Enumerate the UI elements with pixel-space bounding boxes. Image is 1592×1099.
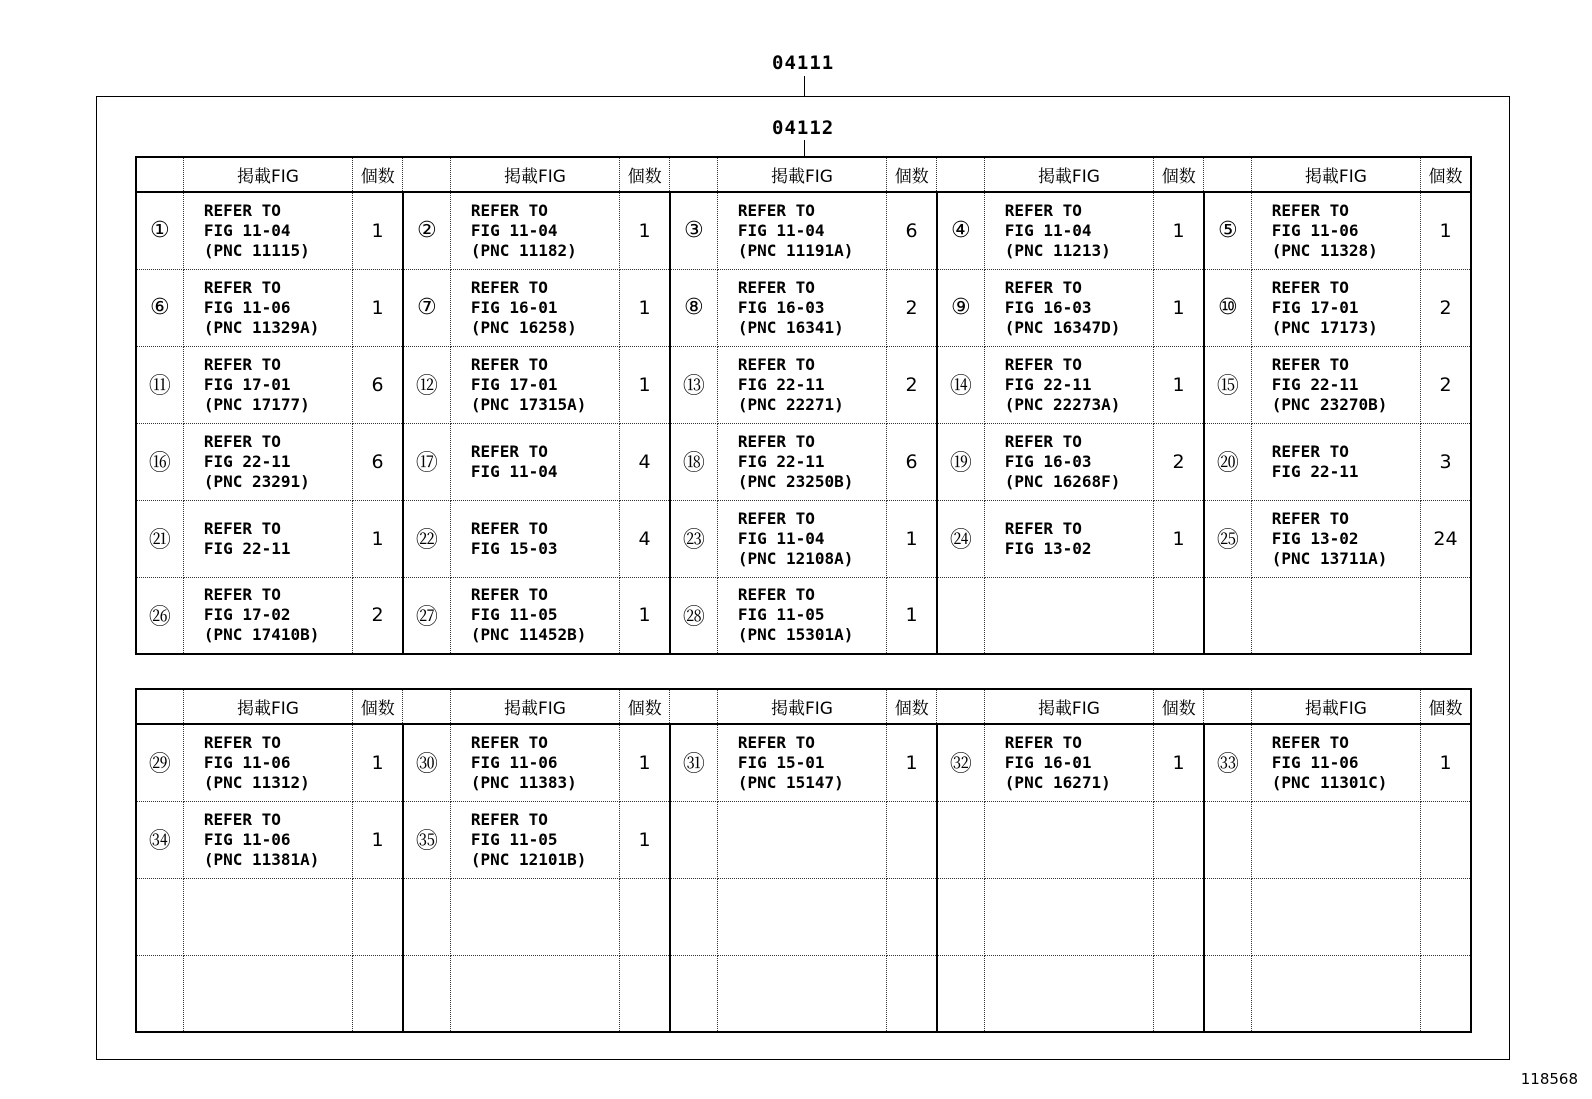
reference-line: REFER TO [470, 518, 548, 538]
reference-line: (PNC 11182) [470, 240, 577, 260]
reference-line: FIG 11-06 [203, 829, 291, 849]
reference-line: REFER TO [1004, 518, 1082, 538]
reference-line: FIG 11-06 [203, 297, 291, 317]
header-number-cell [670, 689, 717, 724]
quantity: 1 [353, 192, 403, 269]
quantity: 1 [1421, 192, 1471, 269]
reference-line: (PNC 16341) [737, 317, 844, 337]
header-fig-cell: 掲載FIG [183, 689, 352, 724]
item-number: ⑬ [670, 346, 717, 423]
item-number: ⑫ [403, 346, 450, 423]
reference-line: FIG 11-06 [1271, 220, 1359, 240]
quantity [1154, 955, 1204, 1032]
header-fig-cell: 掲載FIG [984, 689, 1153, 724]
item-number: ⑦ [403, 269, 450, 346]
item-number: ㉟ [403, 801, 450, 878]
figure-reference [1251, 269, 1420, 346]
quantity: 1 [887, 500, 937, 577]
reference-line: REFER TO [203, 354, 281, 374]
figure-reference [1251, 500, 1420, 577]
quantity: 1 [620, 192, 670, 269]
reference-line: FIG 11-06 [203, 752, 291, 772]
reference-line: FIG 22-11 [1004, 374, 1092, 394]
quantity: 6 [887, 192, 937, 269]
reference-line: REFER TO [1271, 732, 1349, 752]
header-number-cell [1204, 689, 1251, 724]
item-number: ⑪ [136, 346, 183, 423]
header-number-cell [937, 157, 984, 192]
header-fig-cell: 掲載FIG [1251, 689, 1420, 724]
reference-line: FIG 16-03 [1004, 451, 1092, 471]
reference-line: (PNC 13711A) [1271, 548, 1388, 568]
reference-line: (PNC 22273A) [1004, 394, 1121, 414]
item-number: ⑭ [937, 346, 984, 423]
reference-line: (PNC 11115) [203, 240, 310, 260]
reference-line: REFER TO [737, 431, 815, 451]
header-fig-cell: 掲載FIG [984, 157, 1153, 192]
figure-reference [717, 878, 886, 955]
reference-line: (PNC 11381A) [203, 849, 320, 869]
reference-line: REFER TO [203, 200, 281, 220]
reference-line: FIG 11-04 [470, 461, 558, 481]
reference-line: FIG 17-01 [1271, 297, 1359, 317]
reference-line: (PNC 16347D) [1004, 317, 1121, 337]
figure-reference [450, 500, 619, 577]
inner-leader-line [804, 140, 805, 156]
reference-line: (PNC 17410B) [203, 625, 320, 645]
item-number: ② [403, 192, 450, 269]
figure-reference [1251, 346, 1420, 423]
reference-line: (PNC 16268F) [1004, 471, 1121, 491]
reference-line: FIG 22-11 [203, 538, 291, 558]
item-number [136, 955, 183, 1032]
reference-line: REFER TO [203, 809, 281, 829]
item-number [1204, 577, 1251, 654]
item-number: ⑰ [403, 423, 450, 500]
header-qty-cell: 個数 [887, 689, 937, 724]
figure-reference [183, 192, 352, 269]
item-number [937, 801, 984, 878]
header-qty-cell: 個数 [353, 157, 403, 192]
reference-line: (PNC 12101B) [470, 849, 587, 869]
figure-reference [984, 577, 1153, 654]
reference-line: REFER TO [1271, 508, 1349, 528]
quantity: 1 [1421, 724, 1471, 801]
quantity [1421, 577, 1471, 654]
reference-line: REFER TO [470, 277, 548, 297]
figure-reference [183, 955, 352, 1032]
quantity: 6 [887, 423, 937, 500]
figure-reference [984, 955, 1153, 1032]
item-number: ㉝ [1204, 724, 1251, 801]
reference-line: REFER TO [1271, 277, 1349, 297]
quantity: 6 [353, 346, 403, 423]
figure-reference [1251, 955, 1420, 1032]
figure-reference [450, 955, 619, 1032]
header-qty-cell: 個数 [887, 157, 937, 192]
header-qty-cell: 個数 [1421, 157, 1471, 192]
reference-line: REFER TO [737, 277, 815, 297]
figure-reference [984, 423, 1153, 500]
quantity: 2 [1421, 346, 1471, 423]
reference-line: FIG 11-04 [1004, 220, 1092, 240]
quantity: 2 [1421, 269, 1471, 346]
item-number: ㉕ [1204, 500, 1251, 577]
quantity [887, 801, 937, 878]
table-header-row [136, 689, 1471, 724]
quantity [1421, 801, 1471, 878]
table-row [136, 192, 1471, 269]
figure-reference [1251, 801, 1420, 878]
reference-line: FIG 11-04 [470, 220, 558, 240]
figure-reference [183, 724, 352, 801]
figure-reference [984, 346, 1153, 423]
reference-line: FIG 22-11 [737, 451, 825, 471]
reference-table-1 [135, 156, 1472, 655]
header-fig-cell: 掲載FIG [1251, 157, 1420, 192]
item-number: ㉛ [670, 724, 717, 801]
figure-reference [183, 269, 352, 346]
table-row [136, 801, 1471, 878]
item-number [1204, 801, 1251, 878]
quantity [1421, 878, 1471, 955]
table-row [136, 500, 1471, 577]
quantity: 1 [1154, 724, 1204, 801]
reference-line: (PNC 12108A) [737, 548, 854, 568]
reference-line: (PNC 11452B) [470, 625, 587, 645]
figure-reference [450, 878, 619, 955]
quantity: 4 [620, 500, 670, 577]
figure-reference [717, 577, 886, 654]
quantity: 2 [353, 577, 403, 654]
reference-line: REFER TO [1271, 354, 1349, 374]
quantity [620, 878, 670, 955]
quantity: 4 [620, 423, 670, 500]
reference-line: FIG 22-11 [203, 451, 291, 471]
reference-line: (PNC 17173) [1271, 317, 1378, 337]
reference-line: REFER TO [737, 585, 815, 605]
reference-line: FIG 13-02 [1271, 528, 1359, 548]
quantity: 1 [887, 577, 937, 654]
reference-line: FIG 17-02 [203, 605, 291, 625]
quantity: 1 [620, 346, 670, 423]
item-number [670, 801, 717, 878]
item-number: ㉞ [136, 801, 183, 878]
item-number: ④ [937, 192, 984, 269]
quantity: 2 [887, 269, 937, 346]
item-number: ㉒ [403, 500, 450, 577]
table-row [136, 577, 1471, 654]
reference-line: (PNC 11328) [1271, 240, 1378, 260]
outer-assembly-label: 04111 [772, 52, 835, 74]
header-number-cell [670, 157, 717, 192]
quantity: 1 [1154, 346, 1204, 423]
reference-line: REFER TO [737, 354, 815, 374]
reference-line: FIG 16-03 [737, 297, 825, 317]
item-number: ㉘ [670, 577, 717, 654]
reference-line: REFER TO [470, 200, 548, 220]
header-qty-cell: 個数 [353, 689, 403, 724]
reference-line: FIG 17-01 [470, 374, 558, 394]
header-qty-cell: 個数 [620, 157, 670, 192]
quantity: 2 [887, 346, 937, 423]
reference-line: REFER TO [470, 585, 548, 605]
figure-reference [717, 192, 886, 269]
figure-reference [183, 346, 352, 423]
figure-reference [717, 500, 886, 577]
item-number: ㉗ [403, 577, 450, 654]
item-number: ⑯ [136, 423, 183, 500]
reference-line: REFER TO [1004, 277, 1082, 297]
item-number: ⑩ [1204, 269, 1251, 346]
reference-line: FIG 11-04 [737, 220, 825, 240]
item-number [403, 878, 450, 955]
table-row [136, 423, 1471, 500]
quantity [620, 955, 670, 1032]
reference-line: FIG 17-01 [203, 374, 291, 394]
table-row [136, 269, 1471, 346]
quantity: 3 [1421, 423, 1471, 500]
figure-reference [450, 423, 619, 500]
reference-line: REFER TO [203, 431, 281, 451]
figure-reference [717, 423, 886, 500]
header-fig-cell: 掲載FIG [183, 157, 352, 192]
reference-line: FIG 16-01 [1004, 752, 1092, 772]
quantity: 1 [620, 577, 670, 654]
reference-line: (PNC 23250B) [737, 471, 854, 491]
reference-line: FIG 15-01 [737, 752, 825, 772]
header-number-cell [136, 157, 183, 192]
header-number-cell [403, 157, 450, 192]
reference-line: REFER TO [470, 809, 548, 829]
reference-line: FIG 11-04 [203, 220, 291, 240]
figure-reference [717, 724, 886, 801]
item-number: ⑲ [937, 423, 984, 500]
item-number: ⑥ [136, 269, 183, 346]
item-number [403, 955, 450, 1032]
item-number: ⑳ [1204, 423, 1251, 500]
figure-number: 118568 [1520, 1070, 1578, 1088]
reference-line: REFER TO [1004, 431, 1082, 451]
quantity [887, 955, 937, 1032]
reference-line: (PNC 16271) [1004, 772, 1111, 792]
figure-reference [450, 346, 619, 423]
figure-reference [984, 500, 1153, 577]
reference-line: (PNC 17315A) [470, 394, 587, 414]
reference-line: REFER TO [1004, 354, 1082, 374]
quantity: 6 [353, 423, 403, 500]
inner-assembly-label: 04112 [772, 117, 835, 139]
quantity: 2 [1154, 423, 1204, 500]
reference-line: (PNC 11312) [203, 772, 310, 792]
item-number [937, 955, 984, 1032]
reference-line: FIG 11-05 [737, 605, 825, 625]
quantity: 1 [620, 724, 670, 801]
header-qty-cell: 個数 [1154, 157, 1204, 192]
quantity [1154, 801, 1204, 878]
reference-line: (PNC 11301C) [1271, 772, 1388, 792]
table-row [136, 346, 1471, 423]
reference-line: REFER TO [203, 585, 281, 605]
item-number: ⑨ [937, 269, 984, 346]
figure-reference [183, 577, 352, 654]
reference-line: FIG 11-06 [1271, 752, 1359, 772]
header-qty-cell: 個数 [1421, 689, 1471, 724]
figure-reference [717, 269, 886, 346]
reference-line: REFER TO [470, 732, 548, 752]
quantity [1154, 878, 1204, 955]
item-number [670, 878, 717, 955]
reference-line: FIG 11-04 [737, 528, 825, 548]
figure-reference [984, 801, 1153, 878]
item-number [937, 878, 984, 955]
figure-reference [450, 724, 619, 801]
header-fig-cell: 掲載FIG [450, 689, 619, 724]
figure-reference [984, 269, 1153, 346]
reference-line: REFER TO [737, 200, 815, 220]
figure-reference [183, 801, 352, 878]
item-number: ⑮ [1204, 346, 1251, 423]
quantity: 1 [353, 269, 403, 346]
reference-line: (PNC 15301A) [737, 625, 854, 645]
item-number [136, 878, 183, 955]
reference-line: REFER TO [203, 277, 281, 297]
header-number-cell [1204, 157, 1251, 192]
reference-line: (PNC 23270B) [1271, 394, 1388, 414]
quantity [1154, 577, 1204, 654]
figure-reference [1251, 192, 1420, 269]
quantity: 1 [887, 724, 937, 801]
item-number: ⑱ [670, 423, 717, 500]
table-row [136, 955, 1471, 1032]
table-row [136, 724, 1471, 801]
reference-line: FIG 22-11 [1271, 461, 1359, 481]
reference-table-2 [135, 688, 1472, 1033]
reference-line: FIG 13-02 [1004, 538, 1092, 558]
quantity: 1 [1154, 192, 1204, 269]
reference-line: (PNC 23291) [203, 471, 310, 491]
item-number: ③ [670, 192, 717, 269]
header-number-cell [403, 689, 450, 724]
figure-reference [717, 955, 886, 1032]
figure-reference [183, 423, 352, 500]
reference-line: (PNC 15147) [737, 772, 844, 792]
quantity: 1 [353, 724, 403, 801]
reference-line: REFER TO [203, 518, 281, 538]
quantity [887, 878, 937, 955]
reference-line: REFER TO [737, 508, 815, 528]
item-number [937, 577, 984, 654]
figure-reference [183, 500, 352, 577]
item-number: ㉖ [136, 577, 183, 654]
figure-reference [183, 878, 352, 955]
figure-reference [1251, 577, 1420, 654]
quantity [353, 955, 403, 1032]
quantity: 24 [1421, 500, 1471, 577]
header-number-cell [937, 689, 984, 724]
reference-line: FIG 15-03 [470, 538, 558, 558]
reference-line: REFER TO [470, 354, 548, 374]
quantity: 1 [353, 801, 403, 878]
reference-line: REFER TO [470, 441, 548, 461]
figure-reference [450, 269, 619, 346]
reference-line: (PNC 11191A) [737, 240, 854, 260]
header-qty-cell: 個数 [1154, 689, 1204, 724]
figure-reference [717, 801, 886, 878]
item-number [670, 955, 717, 1032]
figure-reference [450, 192, 619, 269]
item-number [1204, 878, 1251, 955]
quantity: 1 [353, 500, 403, 577]
quantity: 1 [1154, 500, 1204, 577]
figure-reference [984, 192, 1153, 269]
reference-line: (PNC 17177) [203, 394, 310, 414]
item-number: ㉙ [136, 724, 183, 801]
item-number: ⑧ [670, 269, 717, 346]
outer-leader-line [804, 76, 805, 96]
quantity: 1 [1154, 269, 1204, 346]
figure-reference [1251, 724, 1420, 801]
reference-line: FIG 16-03 [1004, 297, 1092, 317]
quantity: 1 [620, 269, 670, 346]
reference-line: (PNC 11383) [470, 772, 577, 792]
header-fig-cell: 掲載FIG [717, 157, 886, 192]
table-header-row [136, 157, 1471, 192]
reference-line: FIG 11-05 [470, 605, 558, 625]
figure-reference [984, 724, 1153, 801]
figure-reference [1251, 878, 1420, 955]
item-number: ㉔ [937, 500, 984, 577]
reference-line: REFER TO [1271, 200, 1349, 220]
figure-reference [717, 346, 886, 423]
reference-line: FIG 11-05 [470, 829, 558, 849]
reference-line: REFER TO [1004, 200, 1082, 220]
reference-line: (PNC 11329A) [203, 317, 320, 337]
reference-line: FIG 22-11 [1271, 374, 1359, 394]
header-qty-cell: 個数 [620, 689, 670, 724]
figure-reference [984, 878, 1153, 955]
figure-reference [1251, 423, 1420, 500]
reference-line: REFER TO [1271, 441, 1349, 461]
quantity: 1 [620, 801, 670, 878]
figure-reference [450, 577, 619, 654]
reference-line: (PNC 16258) [470, 317, 577, 337]
header-fig-cell: 掲載FIG [717, 689, 886, 724]
figure-reference [450, 801, 619, 878]
reference-line: REFER TO [203, 732, 281, 752]
item-number: ㉓ [670, 500, 717, 577]
item-number: ㉜ [937, 724, 984, 801]
quantity [1421, 955, 1471, 1032]
reference-line: REFER TO [737, 732, 815, 752]
table-row [136, 878, 1471, 955]
item-number: ㉚ [403, 724, 450, 801]
reference-line: FIG 22-11 [737, 374, 825, 394]
header-number-cell [136, 689, 183, 724]
reference-line: REFER TO [1004, 732, 1082, 752]
item-number: ① [136, 192, 183, 269]
reference-line: (PNC 11213) [1004, 240, 1111, 260]
item-number [1204, 955, 1251, 1032]
item-number: ⑤ [1204, 192, 1251, 269]
header-fig-cell: 掲載FIG [450, 157, 619, 192]
item-number: ㉑ [136, 500, 183, 577]
reference-line: FIG 16-01 [470, 297, 558, 317]
reference-line: (PNC 22271) [737, 394, 844, 414]
reference-line: FIG 11-06 [470, 752, 558, 772]
quantity [353, 878, 403, 955]
